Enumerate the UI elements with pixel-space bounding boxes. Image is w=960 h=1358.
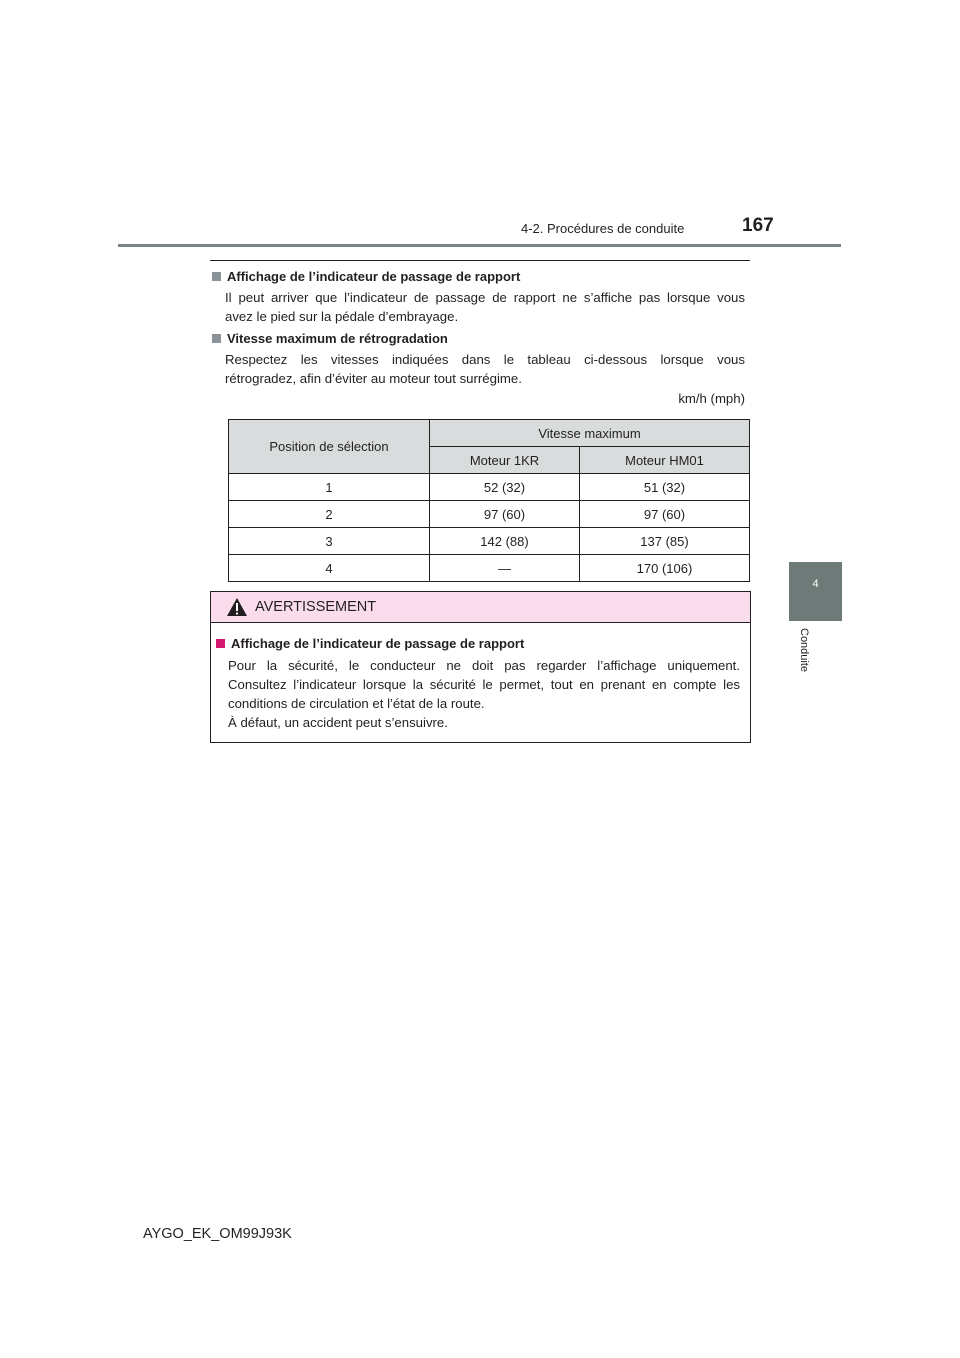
cell-hm01: 51 (32)	[580, 474, 750, 501]
paragraph-line: Il peut arriver que l’indicateur de passage de rapport ne s’affiche pas lorsque vous	[225, 290, 745, 305]
cell-1kr: 52 (32)	[430, 474, 580, 501]
paragraph-line: Consultez l’indicateur lorsque la sécurité le permet, tout en prenant en compte les	[228, 677, 740, 692]
chapter-tab[interactable]: 4	[789, 562, 842, 621]
cell-hm01: 137 (85)	[580, 528, 750, 555]
header-max-speed: Vitesse maximum	[430, 420, 750, 447]
chapter-label: Conduite	[798, 628, 810, 673]
table-row	[229, 501, 750, 528]
warning-heading: Affichage de l’indicateur de passage de rapport	[216, 636, 524, 651]
square-bullet-icon	[212, 334, 221, 343]
cell-position: 2	[229, 501, 430, 528]
square-bullet-icon	[212, 272, 221, 281]
paragraph-line: rétrogradez, afin d’éviter au moteur tout surrégime.	[225, 371, 522, 386]
warning-header	[211, 592, 750, 623]
warning-box	[210, 591, 751, 743]
header-moteur-hm01: Moteur HM01	[580, 447, 750, 474]
paragraph-line: Respectez les vitesses indiquées dans le tableau ci-dessous lorsque vous	[225, 352, 745, 367]
paragraph-line: À défaut, un accident peut s’ensuivre.	[228, 715, 448, 730]
paragraph-line: conditions de circulation et l’état de la route.	[228, 696, 485, 711]
table-row	[229, 555, 750, 582]
cell-1kr: 142 (88)	[430, 528, 580, 555]
cell-1kr: 97 (60)	[430, 501, 580, 528]
table-row	[229, 474, 750, 501]
cell-hm01: 97 (60)	[580, 501, 750, 528]
warning-title: AVERTISSEMENT	[255, 599, 377, 615]
item-heading: Affichage de l’indicateur de passage de rapport	[212, 269, 520, 284]
paragraph-line: avez le pied sur la pédale d’embrayage.	[225, 309, 459, 324]
section-title: 4-2. Procédures de conduite	[521, 221, 685, 236]
header-moteur-1kr: Moteur 1KR	[430, 447, 580, 474]
warning-triangle-icon	[226, 597, 248, 617]
warning-paragraph	[228, 656, 740, 732]
item-paragraph	[225, 350, 745, 388]
item-paragraph	[225, 288, 745, 326]
header-position: Position de sélection	[229, 420, 430, 474]
table-row	[229, 528, 750, 555]
header-rule	[118, 244, 841, 247]
content-rule	[210, 260, 750, 261]
document-code: AYGO_EK_OM99J93K	[143, 1226, 292, 1242]
cell-position: 1	[229, 474, 430, 501]
paragraph-line: Pour la sécurité, le conducteur ne doit pas regarder l’affichage uniquement.	[228, 658, 740, 673]
item-heading: Vitesse maximum de rétrogradation	[212, 331, 448, 346]
square-bullet-icon	[216, 639, 225, 648]
cell-hm01: 170 (106)	[580, 555, 750, 582]
unit-label: km/h (mph)	[678, 391, 745, 406]
cell-position: 3	[229, 528, 430, 555]
page-number: 167	[742, 215, 774, 236]
cell-position: 4	[229, 555, 430, 582]
cell-1kr: —	[430, 555, 580, 582]
speed-table	[228, 419, 750, 582]
